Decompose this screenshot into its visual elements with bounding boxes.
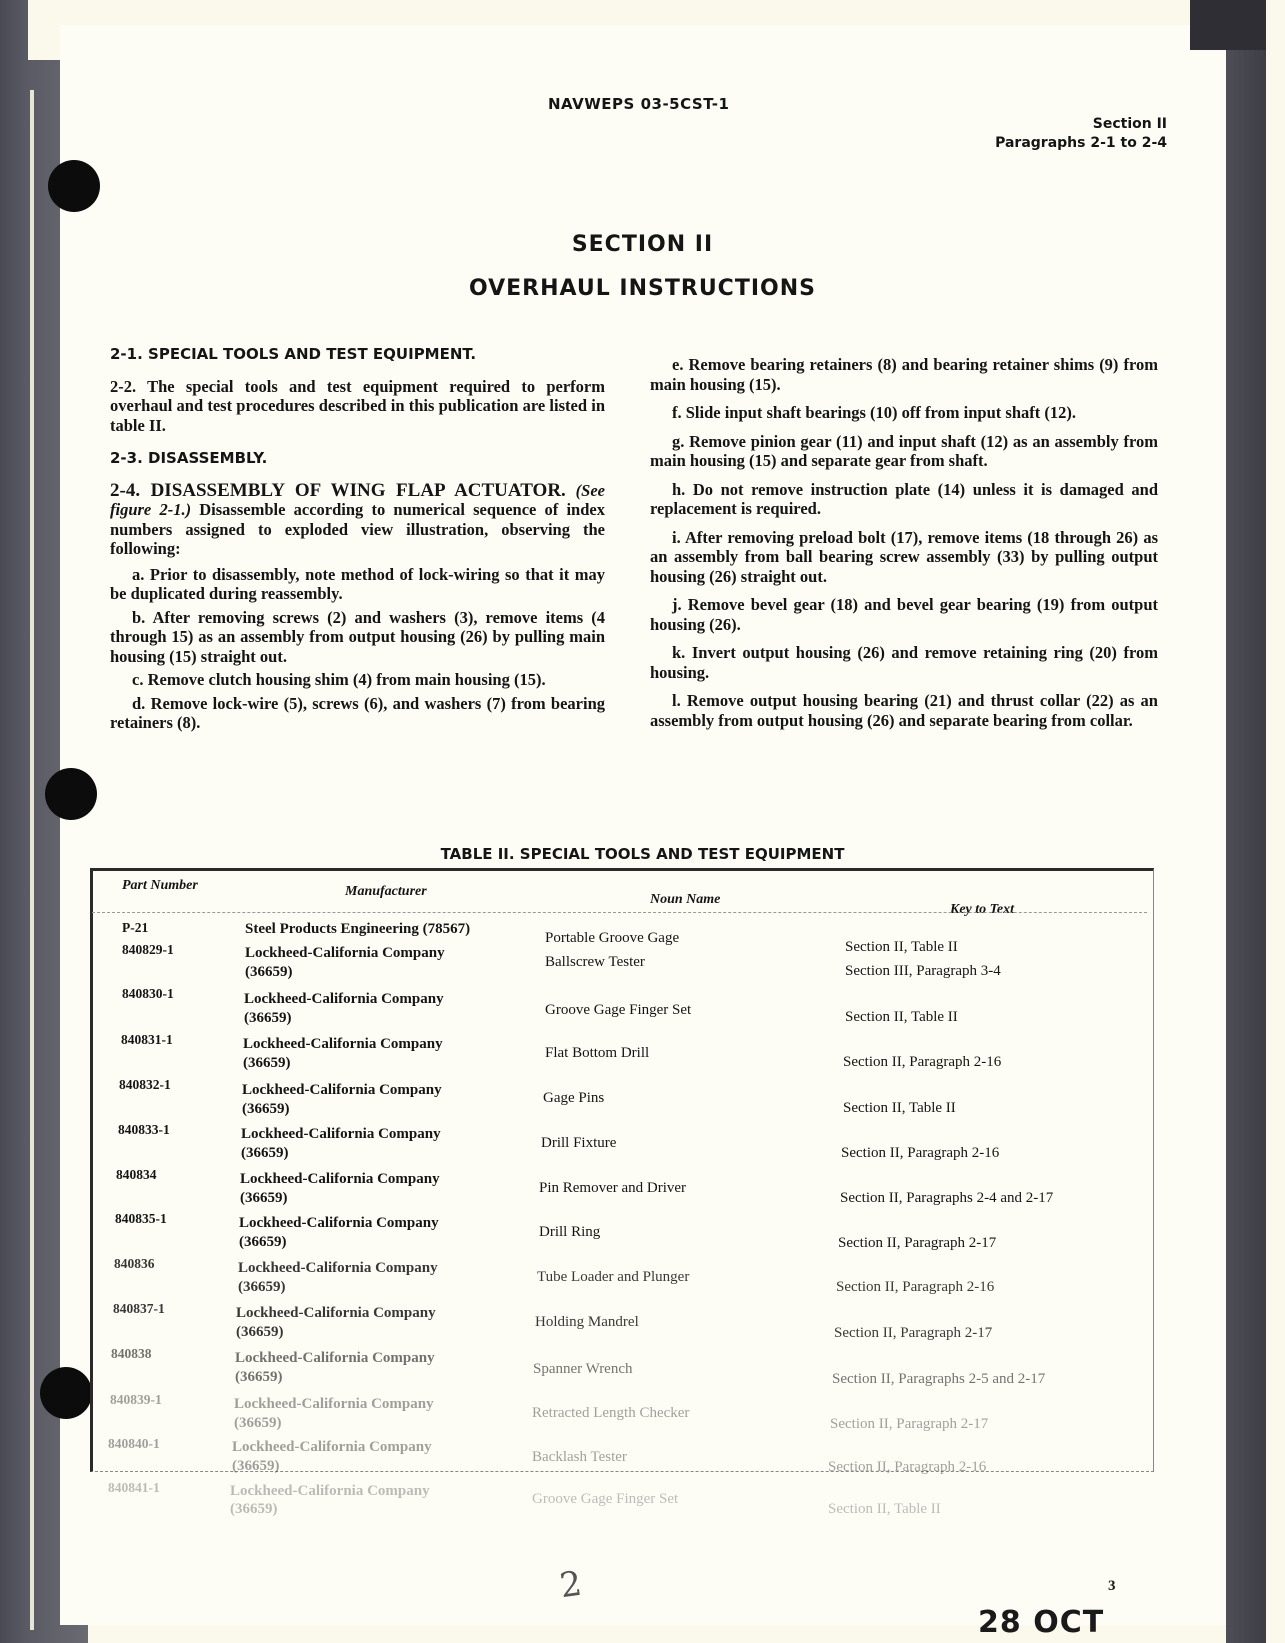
step-b: b. After removing screws (2) and washers (3), remove items (4 through 15) as an assembly from output housing (26) by pulling main housing (15) straight out. (110, 607, 605, 666)
punch-hole-top (48, 160, 100, 212)
table-row-manufacturer: Lockheed-California Company (241, 1126, 441, 1142)
table-row-manufacturer: Lockheed-California Company (232, 1439, 432, 1455)
table-row-manufacturer: Lockheed-California Company (230, 1483, 430, 1499)
column-header-manufacturer: Manufacturer (345, 884, 427, 899)
step-a: a. Prior to disassembly, note method of lock-wiring so that it may be duplicated during reassembly. (110, 564, 605, 603)
table-row-key: Section II, Paragraphs 2-5 and 2-17 (832, 1371, 1046, 1387)
step-h: h. Do not remove instruction plate (14) unless it is damaged and replacement is required. (650, 479, 1158, 518)
table-row-key: Section II, Paragraph 2-17 (830, 1416, 989, 1432)
handwritten-mark: 2 (557, 1563, 585, 1607)
table-row-key: Section II, Paragraph 2-16 (841, 1145, 1000, 1161)
table-row-part: 840837-1 (113, 1301, 165, 1316)
heading-2-3: 2-3. DISASSEMBLY. (110, 449, 268, 467)
table-row-noun: Pin Remover and Driver (539, 1180, 687, 1196)
page-number: 3 (1108, 1578, 1116, 1594)
step-i: i. After removing preload bolt (17), remove items (18 through 26) as an assembly from ball bearing screw assembly (33) by pulling output housing (26) straight out. (650, 527, 1158, 586)
page-title: OVERHAUL INSTRUCTIONS (469, 276, 816, 301)
table-row-part: 840838 (111, 1346, 152, 1361)
table-row-part: 840840-1 (108, 1436, 160, 1451)
step-d: d. Remove lock-wire (5), screws (6), and washers (7) from bearing retainers (8). (110, 693, 605, 732)
table-row-part: 840836 (114, 1256, 155, 1271)
table-row-manufacturer: Lockheed-California Company (243, 1036, 443, 1052)
step-g: g. Remove pinion gear (11) and input shaft (12) as an assembly from main housing (15) and separate gear from shaft. (650, 431, 1158, 470)
right-column (650, 355, 1158, 739)
paragraph-2-2: 2-2. The special tools and test equipment required to perform overhaul and test procedures described in this publication are listed in table II. (110, 376, 605, 435)
table-row-noun: Drill Fixture (541, 1135, 617, 1151)
table-row-noun: Portable Groove Gage (545, 930, 680, 946)
table-row-part: 840831-1 (121, 1032, 173, 1047)
table-row-manufacturer-code: (36659) (235, 1369, 283, 1385)
table-row-part: 840829-1 (122, 942, 174, 957)
table-row-key: Section II, Paragraph 2-16 (843, 1054, 1002, 1070)
table-row-manufacturer-code: (36659) (238, 1279, 286, 1295)
table-row-manufacturer: Lockheed-California Company (244, 991, 444, 1007)
table-row-noun: Groove Gage Finger Set (532, 1491, 679, 1507)
column-header-key-to-text: Key to Text (950, 902, 1015, 917)
table-row-manufacturer-code: (36659) (242, 1101, 290, 1117)
table-row-manufacturer: Lockheed-California Company (234, 1396, 434, 1412)
table-row-key: Section II, Paragraph 2-17 (834, 1325, 993, 1341)
table-row-part: 840841-1 (108, 1480, 160, 1495)
table-row-manufacturer: Lockheed-California Company (239, 1215, 439, 1231)
table-row-key: Section II, Paragraph 2-17 (838, 1235, 997, 1251)
table-title: TABLE II. SPECIAL TOOLS AND TEST EQUIPMENT (440, 845, 845, 863)
table-row-manufacturer-code: (36659) (241, 1145, 289, 1161)
table-row-manufacturer: Lockheed-California Company (238, 1260, 438, 1276)
table-row-key: Section II, Paragraphs 2-4 and 2-17 (840, 1190, 1054, 1206)
table-row-manufacturer-code: (36659) (232, 1458, 280, 1474)
figure-reference: (See figure 2-1.) (110, 480, 605, 519)
table-row-part: 840830-1 (122, 986, 174, 1001)
document-id: NAVWEPS 03-5CST-1 (548, 95, 730, 113)
table-row-manufacturer-code: (36659) (245, 964, 293, 980)
table-row-part: 840839-1 (110, 1392, 162, 1407)
table-row-manufacturer-code: (36659) (240, 1190, 288, 1206)
step-j: j. Remove bevel gear (18) and bevel gear bearing (19) from output housing (26). (650, 595, 1158, 634)
table-row-key: Section II, Table II (845, 939, 958, 955)
table-row-part: 840835-1 (115, 1211, 167, 1226)
punch-hole-middle (45, 768, 97, 820)
step-k: k. Invert output housing (26) and remove retaining ring (20) from housing. (650, 643, 1158, 682)
step-c: c. Remove clutch housing shim (4) from main housing (15). (132, 670, 546, 689)
table-row-manufacturer: Lockheed-California Company (245, 945, 445, 961)
table-row-manufacturer-code: (36659) (230, 1501, 278, 1517)
table-row-key: Section II, Table II (843, 1100, 956, 1116)
table-row-noun: Gage Pins (543, 1090, 605, 1106)
table-row-noun: Spanner Wrench (533, 1361, 633, 1377)
table-row-noun: Groove Gage Finger Set (545, 1002, 692, 1018)
table-row-noun: Flat Bottom Drill (545, 1045, 650, 1061)
heading-2-1: 2-1. SPECIAL TOOLS AND TEST EQUIPMENT. (110, 345, 477, 363)
table-row-key: Section II, Table II (828, 1501, 941, 1517)
punch-hole-bottom (40, 1367, 92, 1419)
step-e: e. Remove bearing retainers (8) and bearing retainer shims (9) from main housing (15). (650, 355, 1158, 394)
paragraph-2-4-lead: 2-4. DISASSEMBLY OF WING FLAP ACTUATOR. (110, 479, 566, 501)
table-row-part: P-21 (122, 920, 149, 935)
table-row-manufacturer-code: (36659) (236, 1324, 284, 1340)
table-row-key: Section II, Table II (845, 1009, 958, 1025)
paragraph-2-4-body: Disassemble according to numerical sequence of index numbers assigned to exploded view illustration, observing the following: (110, 500, 605, 558)
date-stamp: 28 OCT (978, 1605, 1105, 1640)
table-row-manufacturer-code: (36659) (244, 1010, 292, 1026)
table-row-manufacturer-code: (36659) (234, 1415, 282, 1431)
table-row-manufacturer: Lockheed-California Company (236, 1305, 436, 1321)
table-row-noun: Holding Mandrel (535, 1314, 639, 1330)
table-row-key: Section II, Paragraph 2-16 (836, 1279, 995, 1295)
header-divider (92, 912, 1147, 913)
table-row-part: 840833-1 (118, 1122, 170, 1137)
table-row-key: Section II, Paragraph 2-16 (828, 1459, 987, 1475)
column-header-noun-name: Noun Name (650, 892, 721, 907)
table-row-manufacturer-code: (36659) (243, 1055, 291, 1071)
paragraph-2-4 (110, 481, 605, 559)
table-row-key: Section III, Paragraph 3-4 (845, 963, 1001, 979)
section-title: SECTION II (571, 232, 714, 257)
table-row-noun: Tube Loader and Plunger (537, 1269, 690, 1285)
table-row-manufacturer: Lockheed-California Company (235, 1350, 435, 1366)
section-reference (995, 115, 1167, 153)
paragraph-range: Paragraphs 2-1 to 2-4 (995, 135, 1167, 151)
table-row-part: 840832-1 (119, 1077, 171, 1092)
section-label: Section II (1092, 116, 1167, 132)
column-header-part-number: Part Number (122, 878, 198, 893)
table-row-noun: Backlash Tester (532, 1449, 627, 1465)
table-row-manufacturer: Steel Products Engineering (78567) (245, 921, 471, 937)
step-f: f. Slide input shaft bearings (10) off from input shaft (12). (672, 403, 1076, 422)
step-l: l. Remove output housing bearing (21) and thrust collar (22) as an assembly from output housing (26) and separate bearing from collar. (650, 691, 1158, 730)
table-row-noun: Retracted Length Checker (532, 1405, 690, 1421)
binder-edge-right-top (1190, 0, 1266, 50)
table-row-manufacturer: Lockheed-California Company (242, 1082, 442, 1098)
table-row-manufacturer-code: (36659) (239, 1234, 287, 1250)
table-row-noun: Ballscrew Tester (545, 954, 645, 970)
left-column (110, 345, 605, 737)
table-row-manufacturer: Lockheed-California Company (240, 1171, 440, 1187)
table-row-noun: Drill Ring (539, 1224, 601, 1240)
table-row-part: 840834 (116, 1167, 157, 1182)
